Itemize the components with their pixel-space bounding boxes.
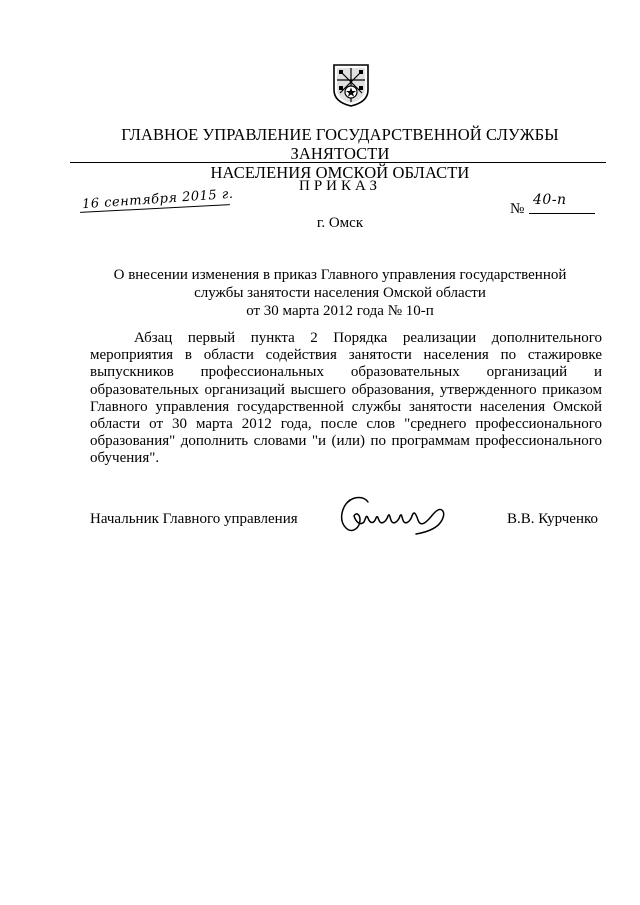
signature-icon bbox=[320, 492, 470, 542]
signatory-name: В.В. Курченко bbox=[507, 511, 599, 527]
signatory-title: Начальник Главного управления bbox=[90, 511, 298, 527]
handwritten-number: 40-п bbox=[533, 192, 567, 208]
organization-line-2: НАСЕЛЕНИЯ ОМСКОЙ ОБЛАСТИ bbox=[210, 163, 470, 182]
header-divider bbox=[70, 162, 606, 163]
organization-name bbox=[70, 125, 610, 182]
coat-of-arms-icon bbox=[331, 62, 371, 108]
number-underline bbox=[529, 213, 595, 214]
subject-line-2: службы занятости населения Омской области bbox=[194, 285, 486, 301]
subject-line-3: от 30 марта 2012 года № 10-п bbox=[246, 303, 434, 319]
document-type: ПРИКАЗ bbox=[299, 178, 381, 194]
order-subject bbox=[90, 266, 590, 320]
subject-line-1: О внесении изменения в приказ Главного управления государственной bbox=[113, 267, 567, 283]
organization-line-1: ГЛАВНОЕ УПРАВЛЕНИЕ ГОСУДАРСТВЕННОЙ СЛУЖБЫ ЗАНЯТОСТИ bbox=[121, 125, 559, 163]
order-body: Абзац первый пункта 2 Порядка реализации дополнительного мероприятия в области содействия занятости населения по стажировке выпускников профессиональных образовательных организаций и образовательных организаций высшего образования, утвержденного приказом Главного управления государственной службы занятости населения Омской области от 30 марта 2012 года, после слов "среднего профессионального образования" дополнить словами "и (или) по программам профессионального обучения". bbox=[90, 330, 602, 467]
city: г. Омск bbox=[316, 215, 364, 231]
number-label: № bbox=[510, 201, 525, 217]
handwritten-date: 16 сентября 2015 г. bbox=[81, 186, 234, 213]
